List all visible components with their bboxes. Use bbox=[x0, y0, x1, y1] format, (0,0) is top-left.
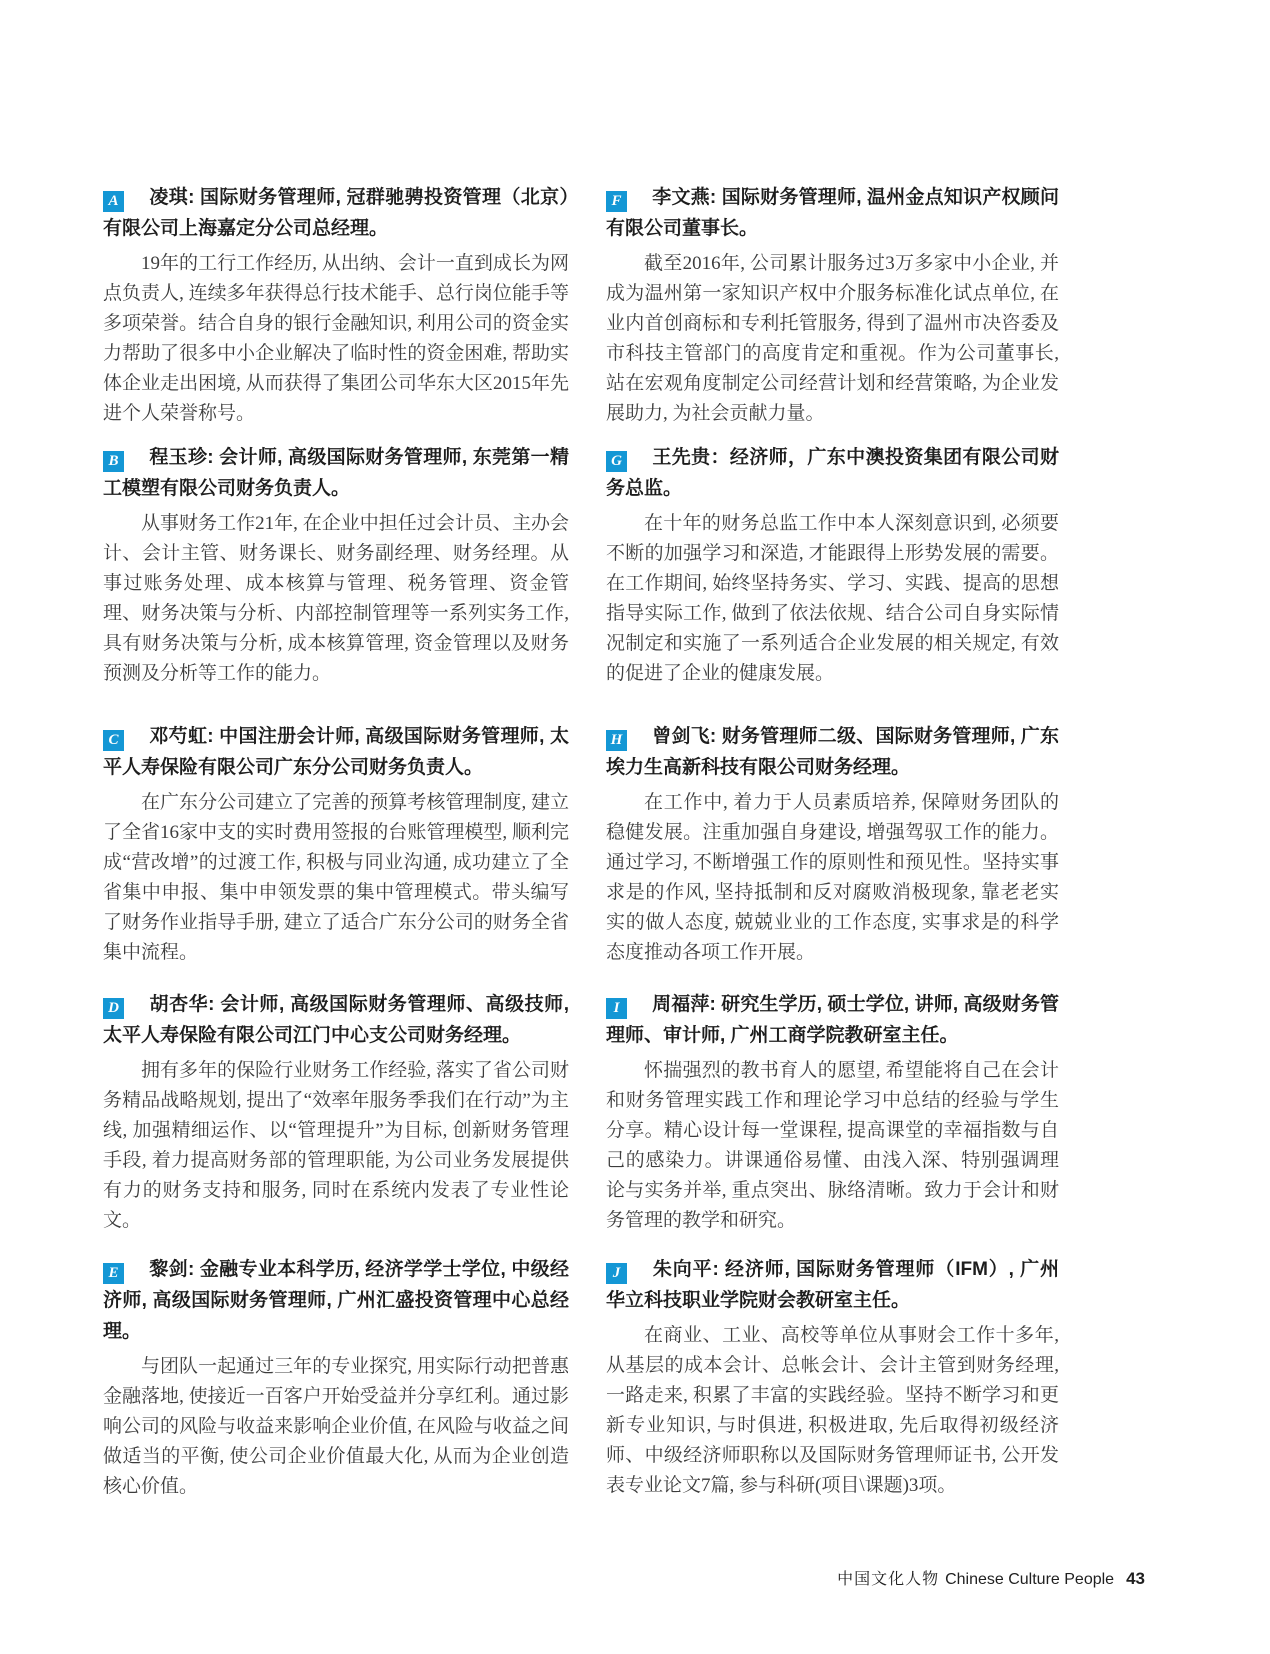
profile-entry bbox=[606, 989, 1059, 1254]
page-number: 43 bbox=[1126, 1569, 1145, 1588]
entry-header-text: 王先贵：经济师，广东中澳投资集团有限公司财务总监。 bbox=[606, 447, 1059, 499]
page-footer bbox=[837, 1566, 1145, 1589]
entry-body-text: 与团队一起通过三年的专业探究, 用实际行动把普惠金融落地, 使接近一百客户开始受益并分享红利。通过影响公司的风险与收益来影响企业价值, 在风险与收益之间做适当的平衡, 使公司企业价值最大化, 从而为企业创造核心价值。 bbox=[103, 1356, 569, 1497]
entry-header-text: 胡杏华: 会计师, 高级国际财务管理师、高级技师, 太平人寿保险有限公司江门中心支公司财务经理。 bbox=[103, 994, 569, 1046]
entry-letter-badge: E bbox=[103, 1263, 124, 1284]
entry-body-text: 拥有多年的保险行业财务工作经验, 落实了省公司财务精品战略规划, 提出了“效率年服务季我们在行动”为主线, 加强精细运作、以“管理提升”为目标, 创新财务管理手段, 着力提高财务部的管理职能, 为公司业务发展提供有力的财务支持和服务, 同时在系统内发表了专业性论文。 bbox=[103, 1060, 569, 1231]
entry-header-text: 凌琪: 国际财务管理师, 冠群驰骋投资管理（北京）有限公司上海嘉定分公司总经理。 bbox=[103, 187, 569, 239]
profile-entry bbox=[103, 989, 569, 1254]
profile-entry bbox=[103, 442, 569, 721]
entry-body-text: 19年的工行工作经历, 从出纳、会计一直到成长为网点负责人, 连续多年获得总行技术能手、总行岗位能手等多项荣誉。结合自身的银行金融知识, 利用公司的资金实力帮助了很多中小企业解决了临时性的资金困难, 帮助实体企业走出困境, 从而获得了集团公司华东大区2015年先进个人荣誉称号。 bbox=[103, 253, 569, 424]
entry-header-text: 黎剑: 金融专业本科学历, 经济学学士学位, 中级经济师, 高级国际财务管理师, 广州汇盛投资管理中心总经理。 bbox=[103, 1259, 569, 1342]
left-column bbox=[103, 182, 569, 1502]
entry-letter-badge: G bbox=[606, 451, 627, 472]
entry-header bbox=[606, 182, 1059, 244]
entry-header bbox=[606, 442, 1059, 504]
journal-name-en: Chinese Culture People bbox=[945, 1571, 1115, 1588]
right-column bbox=[606, 182, 1059, 1502]
entry-header bbox=[606, 721, 1059, 783]
entry-header bbox=[103, 182, 569, 244]
profile-entry bbox=[606, 1254, 1059, 1501]
entry-letter-badge: B bbox=[103, 451, 124, 472]
two-column-content bbox=[103, 182, 1059, 1502]
entry-letter-badge: H bbox=[606, 730, 627, 751]
entry-header-text: 朱向平: 经济师, 国际财务管理师（IFM）, 广州华立科技职业学院财会教研室主任。 bbox=[606, 1259, 1059, 1311]
entry-letter-badge: D bbox=[103, 998, 124, 1019]
profile-entry bbox=[606, 442, 1059, 721]
entry-body-text: 从事财务工作21年, 在企业中担任过会计员、主办会计、会计主管、财务课长、财务副经理、财务经理。从事过账务处理、成本核算与管理、税务管理、资金管理、财务决策与分析、内部控制管理等一系列实务工作, 具有财务决策与分析, 成本核算管理, 资金管理以及财务预测及分析等工作的能力。 bbox=[103, 513, 569, 684]
entry-header-text: 周福萍: 研究生学历, 硕士学位, 讲师, 高级财务管理师、审计师, 广州工商学院教研室主任。 bbox=[606, 994, 1059, 1046]
entry-header bbox=[606, 989, 1059, 1051]
entry-header-text: 邓芍虹: 中国注册会计师, 高级国际财务管理师, 太平人寿保险有限公司广东分公司财务负责人。 bbox=[103, 726, 569, 778]
profile-entry bbox=[606, 721, 1059, 989]
entry-letter-badge: J bbox=[606, 1263, 627, 1284]
entry-header-text: 曾剑飞: 财务管理师二级、国际财务管理师, 广东埃力生高新科技有限公司财务经理。 bbox=[606, 726, 1059, 778]
journal-name-cn: 中国文化人物 bbox=[837, 1571, 940, 1588]
profile-entry bbox=[606, 182, 1059, 442]
entry-letter-badge: F bbox=[606, 191, 627, 212]
entry-header bbox=[103, 721, 569, 783]
entry-header bbox=[103, 989, 569, 1051]
entry-body-text: 怀揣强烈的教书育人的愿望, 希望能将自己在会计和财务管理实践工作和理论学习中总结的经验与学生分享。精心设计每一堂课程, 提高课堂的幸福指数与自己的感染力。讲课通俗易懂、由浅入深、特别强调理论与实务并举, 重点突出、脉络清晰。致力于会计和财务管理的教学和研究。 bbox=[606, 1060, 1059, 1231]
profile-entry bbox=[103, 1254, 569, 1502]
entry-body-text: 在商业、工业、高校等单位从事财会工作十多年, 从基层的成本会计、总帐会计、会计主管到财务经理, 一路走来, 积累了丰富的实践经验。坚持不断学习和更新专业知识, 与时俱进, 积极进取, 先后取得初级经济师、中级经济师职称以及国际财务管理师证书, 公开发表专业论文7篇, 参与科研(项目\课题)3项。 bbox=[606, 1325, 1059, 1496]
entry-header-text: 程玉珍: 会计师, 高级国际财务管理师, 东莞第一精工模塑有限公司财务负责人。 bbox=[103, 447, 569, 499]
entry-header bbox=[606, 1254, 1059, 1316]
entry-body-text: 截至2016年, 公司累计服务过3万多家中小企业, 并成为温州第一家知识产权中介服务标准化试点单位, 在业内首创商标和专利托管服务, 得到了温州市决咨委及市科技主管部门的高度肯定和重视。作为公司董事长, 站在宏观角度制定公司经营计划和经营策略, 为企业发展助力, 为社会贡献力量。 bbox=[606, 253, 1059, 424]
entry-body-text: 在十年的财务总监工作中本人深刻意识到, 必须要不断的加强学习和深造, 才能跟得上形势发展的需要。在工作期间, 始终坚持务实、学习、实践、提高的思想指导实际工作, 做到了依法依规、结合公司自身实际情况制定和实施了一系列适合企业发展的相关规定, 有效的促进了企业的健康发展。 bbox=[606, 513, 1059, 684]
entry-header-text: 李文燕: 国际财务管理师, 温州金点知识产权顾问有限公司董事长。 bbox=[606, 187, 1059, 239]
entry-letter-badge: A bbox=[103, 191, 124, 212]
entry-body-text: 在工作中, 着力于人员素质培养, 保障财务团队的稳健发展。注重加强自身建设, 增强驾驭工作的能力。通过学习, 不断增强工作的原则性和预见性。坚持实事求是的作风, 坚持抵制和反对腐败消极现象, 靠老老实实的做人态度, 兢兢业业的工作态度, 实事求是的科学态度推动各项工作开展。 bbox=[606, 792, 1059, 963]
entry-letter-badge: I bbox=[606, 998, 627, 1019]
entry-header bbox=[103, 442, 569, 504]
entry-body-text: 在广东分公司建立了完善的预算考核管理制度, 建立了全省16家中支的实时费用签报的台账管理模型, 顺利完成“营改增”的过渡工作, 积极与同业沟通, 成功建立了全省集中申报、集中申领发票的集中管理模式。带头编写了财务作业指导手册, 建立了适合广东分公司的财务全省集中流程。 bbox=[103, 792, 569, 963]
entry-letter-badge: C bbox=[103, 730, 124, 751]
entry-header bbox=[103, 1254, 569, 1347]
profile-entry bbox=[103, 721, 569, 989]
profile-entry bbox=[103, 182, 569, 442]
